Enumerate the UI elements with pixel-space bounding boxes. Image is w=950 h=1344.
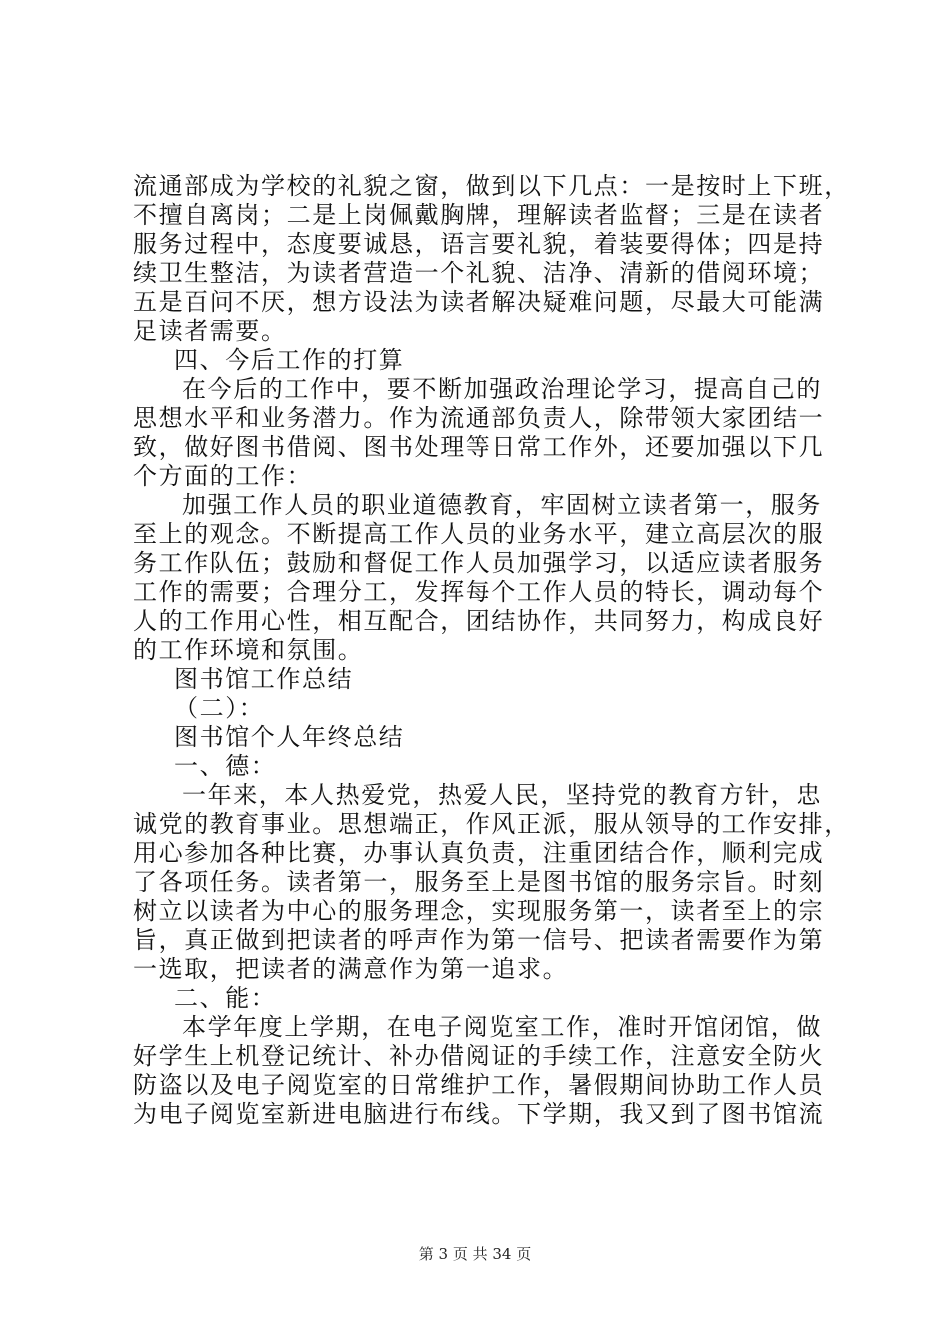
page-number-footer: 第 3 页 共 34 页 (418, 1245, 532, 1263)
body-line: 至上的观念。不断提高工作人员的业务水平，建立高层次的服 (133, 520, 825, 548)
body-line: 了各项任务。读者第一，服务至上是图书馆的服务宗旨。时刻 (133, 868, 825, 896)
section-heading: 一、德： (174, 752, 277, 780)
section-heading: 二、能： (174, 984, 277, 1012)
body-line: 一年来，本人热爱党，热爱人民，坚持党的教育方针，忠 (182, 781, 822, 809)
body-line: 个方面的工作： (133, 462, 313, 490)
body-line: 思想水平和业务潜力。作为流通部负责人，除带领大家团结一 (133, 404, 825, 432)
body-line: 的工作环境和氛围。 (133, 636, 364, 664)
body-line: 务工作队伍；鼓励和督促工作人员加强学习，以适应读者服务 (133, 549, 825, 577)
body-line: 用心参加各种比赛，办事认真负责，注重团结合作，顺利完成 (133, 839, 825, 867)
body-line: 服务过程中，态度要诚恳，语言要礼貌，着装要得体；四是持 (133, 230, 825, 258)
section-title: 图书馆个人年终总结 (174, 723, 405, 751)
body-line: 树立以读者为中心的服务理念，实现服务第一，读者至上的宗 (133, 897, 825, 925)
body-line: 人的工作用心性，相互配合，团结协作，共同努力，构成良好 (133, 607, 825, 635)
body-line: 工作的需要；合理分工，发挥每个工作人员的特长，调动每个 (133, 578, 825, 606)
body-line: 足读者需要。 (133, 317, 287, 345)
body-line: 诚党的教育事业。思想端正，作风正派，服从领导的工作安排， (133, 810, 850, 838)
body-line: 致，做好图书借阅、图书处理等日常工作外，还要加强以下几 (133, 433, 825, 461)
section-heading: 四、今后工作的打算 (174, 346, 405, 374)
body-line: 加强工作人员的职业道德教育，牢固树立读者第一，服务 (182, 491, 822, 519)
document-body (133, 172, 850, 1129)
body-line: 续卫生整洁，为读者营造一个礼貌、洁净、清新的借阅环境； (133, 259, 825, 287)
body-line: 在今后的工作中，要不断加强政治理论学习，提高自己的 (182, 375, 822, 403)
body-line: 好学生上机登记统计、补办借阅证的手续工作，注意安全防火 (133, 1042, 825, 1070)
body-line: 旨，真正做到把读者的呼声作为第一信号、把读者需要作为第 (133, 926, 825, 954)
body-line: 不擅自离岗；二是上岗佩戴胸牌，理解读者监督；三是在读者 (133, 201, 825, 229)
body-line: 一选取，把读者的满意作为第一追求。 (133, 955, 569, 983)
body-line: 五是百问不厌，想方设法为读者解决疑难问题，尽最大可能满 (133, 288, 825, 316)
body-line: 流通部成为学校的礼貌之窗，做到以下几点：一是按时上下班， (133, 172, 850, 200)
body-line: 本学年度上学期，在电子阅览室工作，准时开馆闭馆，做 (182, 1013, 822, 1041)
section-title: 图书馆工作总结 (174, 665, 354, 693)
section-number: （二）： (174, 694, 265, 722)
body-line: 防盗以及电子阅览室的日常维护工作，暑假期间协助工作人员 (133, 1071, 825, 1099)
body-line: 为电子阅览室新进电脑进行布线。下学期，我又到了图书馆流 (133, 1100, 825, 1128)
